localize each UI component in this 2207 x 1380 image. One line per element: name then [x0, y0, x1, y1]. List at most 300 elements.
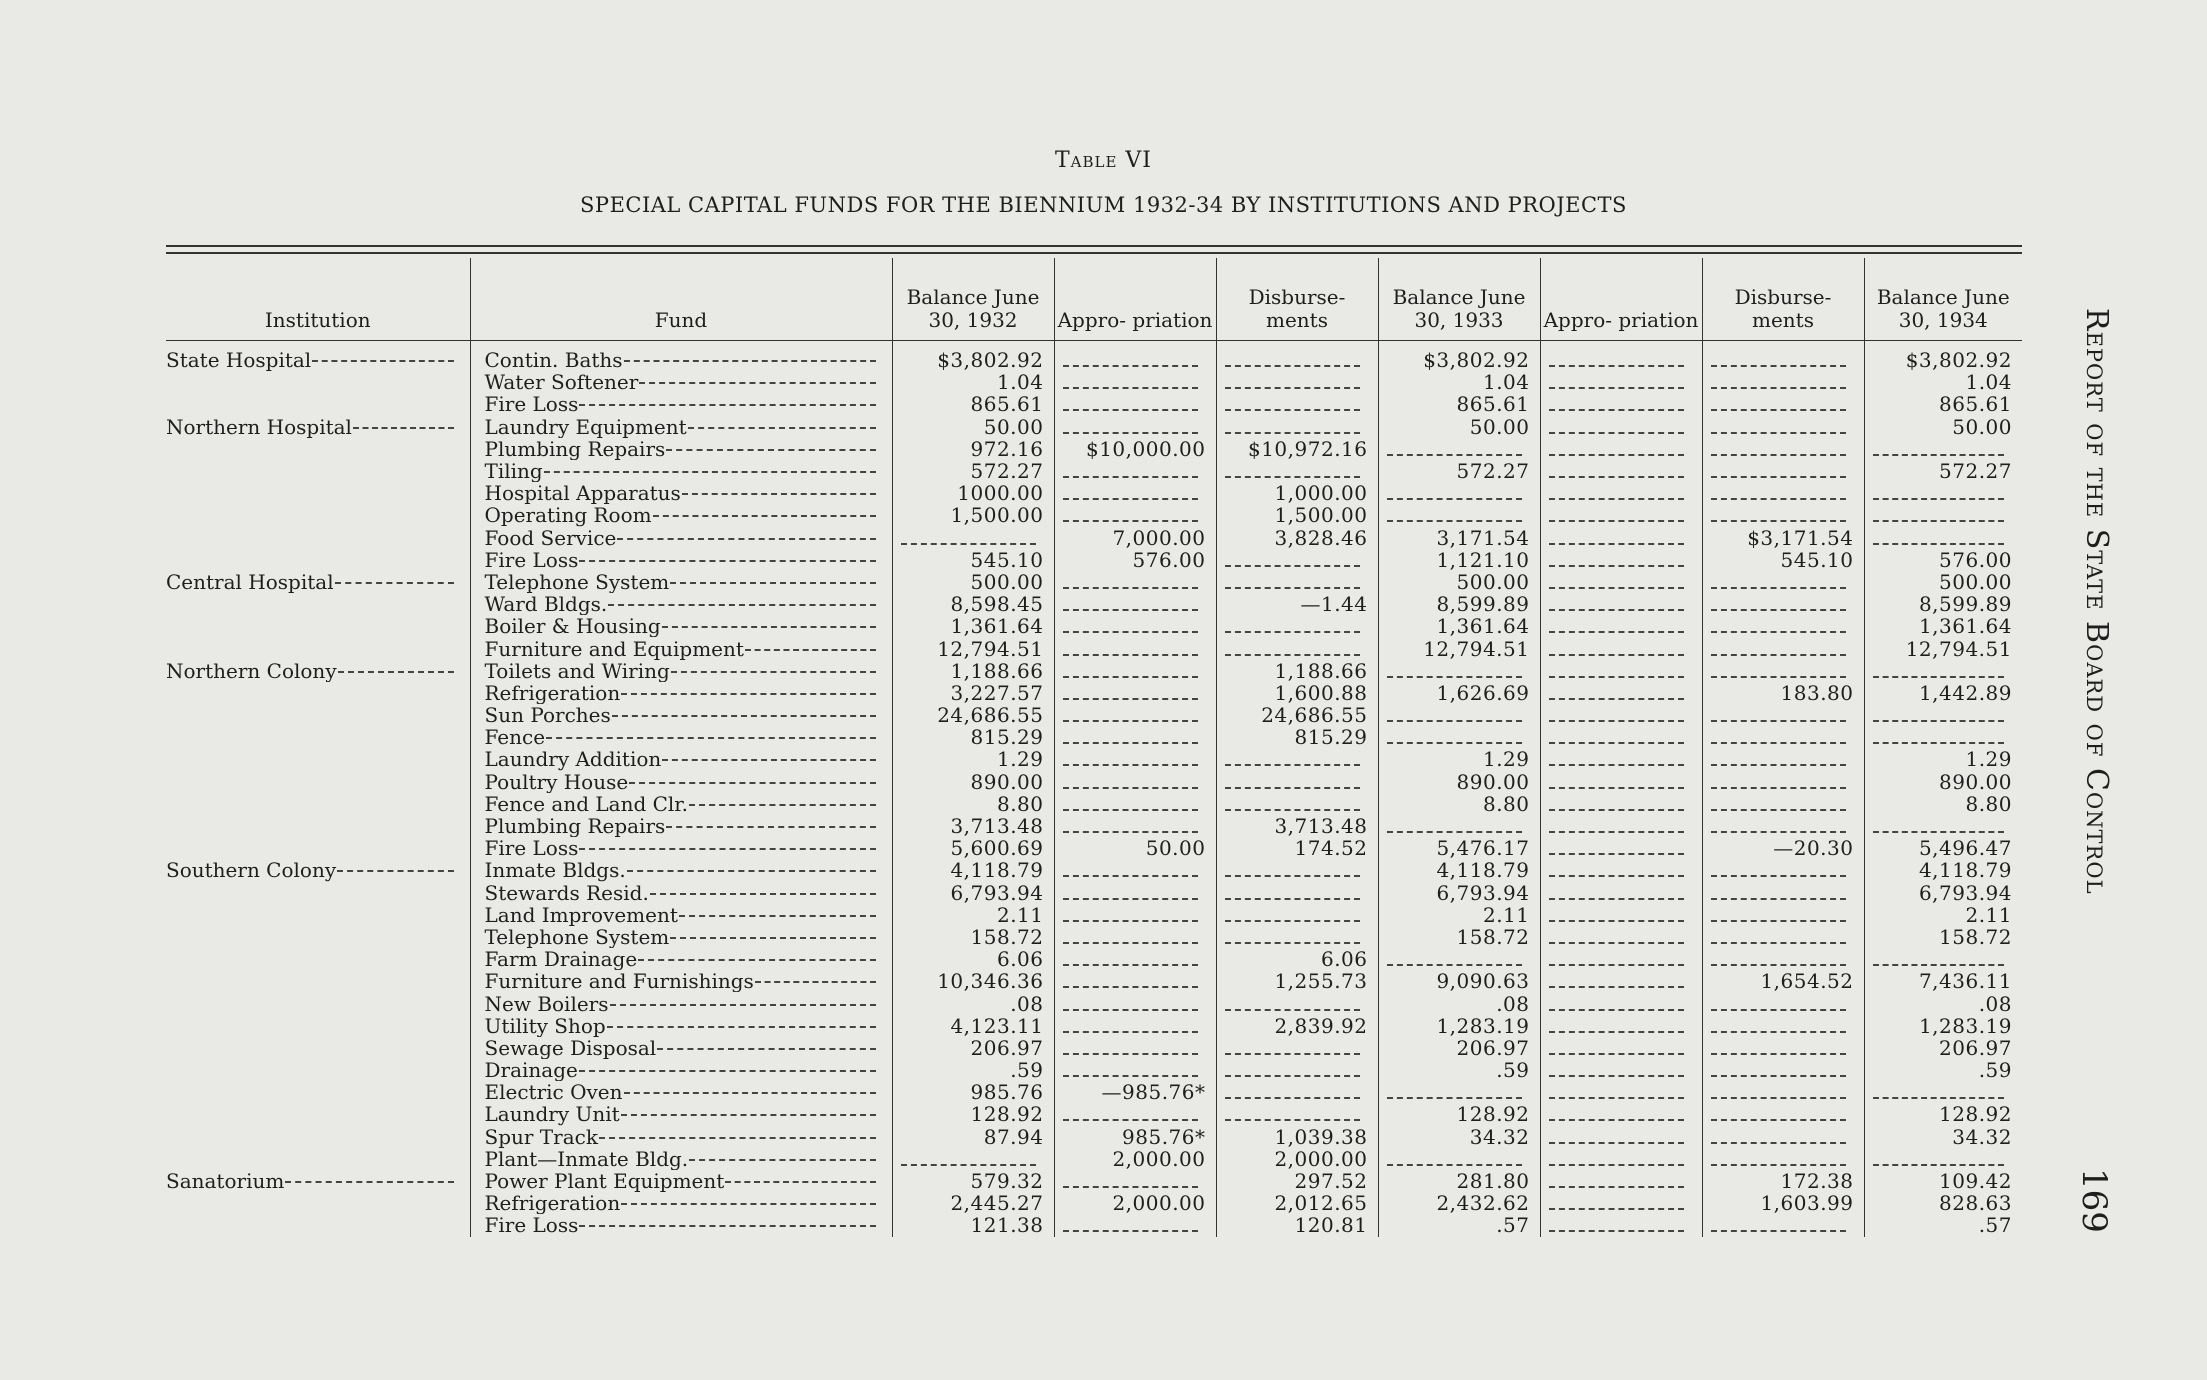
amount-cell: 24,686.55	[892, 704, 1054, 726]
amount-cell	[1864, 660, 2022, 682]
header-row	[166, 258, 2022, 341]
table-row	[166, 416, 2022, 438]
capital-funds-table	[166, 258, 2022, 1237]
amount-cell: 4,118.79	[1378, 859, 1540, 881]
leader-dots	[624, 360, 876, 362]
blank-leader	[1711, 597, 1846, 611]
fund-name: Laundry Unit	[484, 1103, 620, 1126]
institution-cell	[166, 970, 470, 992]
leader-dots	[650, 893, 876, 895]
amount-cell	[1540, 837, 1702, 859]
amount-cell	[1054, 748, 1216, 770]
amount-cell: 572.27	[1864, 460, 2022, 482]
amount-cell	[1216, 341, 1378, 372]
leader-dots	[607, 1026, 876, 1028]
amount-cell: 1,361.64	[1864, 615, 2022, 637]
amount-cell: 183.80	[1702, 682, 1864, 704]
amount-cell: 5,600.69	[892, 837, 1054, 859]
blank-leader	[1711, 1063, 1846, 1077]
amount-cell	[1540, 571, 1702, 593]
institution-name: Central Hospital	[166, 570, 334, 594]
amount-cell: —985.76*	[1054, 1081, 1216, 1103]
fund-cell	[470, 527, 892, 549]
blank-leader	[1549, 353, 1684, 367]
amount-cell	[1054, 571, 1216, 593]
fund-cell	[470, 793, 892, 815]
leader-dots	[689, 804, 875, 806]
amount-cell: 8.80	[892, 793, 1054, 815]
amount-cell: 8,598.45	[892, 593, 1054, 615]
amount-cell: 3,227.57	[892, 682, 1054, 704]
amount-cell: 50.00	[892, 416, 1054, 438]
amount-cell	[1702, 859, 1864, 881]
amount-cell: 7,436.11	[1864, 970, 2022, 992]
blank-leader	[1549, 1196, 1684, 1210]
amount-cell: 500.00	[1864, 571, 2022, 593]
table-row	[166, 682, 2022, 704]
amount-cell	[1540, 593, 1702, 615]
amount-cell	[1702, 393, 1864, 415]
column-header: Fund	[470, 258, 892, 341]
amount-cell: 1,361.64	[1378, 615, 1540, 637]
blank-leader	[1549, 997, 1684, 1011]
blank-leader	[1387, 1152, 1522, 1166]
amount-cell	[1540, 482, 1702, 504]
leader-dots	[608, 604, 875, 606]
leader-dots	[657, 1048, 875, 1050]
amount-cell: 174.52	[1216, 837, 1378, 859]
amount-cell	[1054, 859, 1216, 881]
amount-cell	[1864, 704, 2022, 726]
leader-dots	[679, 915, 876, 917]
blank-leader	[1711, 1019, 1846, 1033]
amount-cell	[1216, 393, 1378, 415]
leader-dots	[579, 1225, 875, 1227]
amount-cell	[1702, 637, 1864, 659]
amount-cell	[1054, 992, 1216, 1014]
table-row	[166, 748, 2022, 770]
blank-leader	[1549, 1019, 1684, 1033]
institution-cell	[166, 393, 470, 415]
amount-cell	[1540, 771, 1702, 793]
blank-leader	[1711, 486, 1846, 500]
amount-cell	[1540, 660, 1702, 682]
amount-cell: 2,000.00	[1054, 1192, 1216, 1214]
amount-cell: 576.00	[1864, 549, 2022, 571]
amount-cell	[1540, 726, 1702, 748]
amount-cell	[1054, 682, 1216, 704]
institution-cell	[166, 793, 470, 815]
amount-cell	[1540, 1170, 1702, 1192]
amount-cell: 50.00	[1864, 416, 2022, 438]
leader-dots	[670, 937, 875, 939]
amount-cell	[1540, 615, 1702, 637]
amount-cell	[1216, 904, 1378, 926]
fund-cell	[470, 1214, 892, 1236]
amount-cell: 5,476.17	[1378, 837, 1540, 859]
blank-leader	[1225, 908, 1360, 922]
blank-leader	[1387, 442, 1522, 456]
institution-cell	[166, 904, 470, 926]
amount-cell	[1378, 660, 1540, 682]
amount-cell: 120.81	[1216, 1214, 1378, 1236]
blank-leader	[1063, 997, 1198, 1011]
institution-cell	[166, 1148, 470, 1170]
amount-cell	[1702, 571, 1864, 593]
amount-cell	[1540, 504, 1702, 526]
fund-cell	[470, 726, 892, 748]
leader-dots	[666, 449, 875, 451]
amount-cell	[1540, 859, 1702, 881]
blank-leader	[1711, 464, 1846, 478]
blank-leader	[1387, 486, 1522, 500]
fund-cell	[470, 615, 892, 637]
fund-name: Furniture and Equipment	[484, 637, 744, 660]
amount-cell: 2.11	[892, 904, 1054, 926]
amount-cell	[1054, 1037, 1216, 1059]
institution-cell	[166, 926, 470, 948]
amount-cell	[1864, 482, 2022, 504]
blank-leader	[1711, 508, 1846, 522]
fund-cell	[470, 882, 892, 904]
blank-leader	[1387, 1085, 1522, 1099]
blank-leader	[1873, 1085, 2005, 1099]
blank-leader	[1063, 797, 1198, 811]
blank-leader	[1549, 797, 1684, 811]
amount-cell: 128.92	[1864, 1103, 2022, 1125]
amount-cell: 572.27	[892, 460, 1054, 482]
amount-cell: 9,090.63	[1378, 970, 1540, 992]
amount-cell: .57	[1378, 1214, 1540, 1236]
blank-leader	[901, 531, 1036, 545]
amount-cell	[1378, 438, 1540, 460]
fund-cell	[470, 682, 892, 704]
blank-leader	[1873, 1152, 2005, 1166]
amount-cell: 890.00	[1864, 771, 2022, 793]
fund-name: Drainage	[484, 1059, 578, 1082]
blank-leader	[1549, 1041, 1684, 1055]
amount-cell: 1.04	[892, 371, 1054, 393]
amount-cell	[1702, 660, 1864, 682]
column-header: Balance June 30, 1933	[1378, 258, 1540, 341]
amount-cell	[892, 527, 1054, 549]
leader-dots	[653, 515, 876, 517]
blank-leader	[1549, 531, 1684, 545]
column-header: Appro- priation	[1540, 258, 1702, 341]
blank-leader	[1225, 1085, 1360, 1099]
institution-cell	[166, 992, 470, 1014]
amount-cell: —1.44	[1216, 593, 1378, 615]
fund-name: Plumbing Repairs	[484, 437, 666, 460]
blank-leader	[1225, 863, 1360, 877]
amount-cell: 1,600.88	[1216, 682, 1378, 704]
amount-cell: 1,188.66	[892, 660, 1054, 682]
leader-dots	[353, 427, 454, 429]
institution-cell	[166, 460, 470, 482]
table-row	[166, 859, 2022, 881]
fund-cell	[470, 438, 892, 460]
fund-cell	[470, 1037, 892, 1059]
institution-cell	[166, 771, 470, 793]
amount-cell	[1540, 948, 1702, 970]
amount-cell: 1.29	[1864, 748, 2022, 770]
blank-leader	[1063, 575, 1198, 589]
amount-cell	[1540, 704, 1702, 726]
blank-leader	[1549, 1130, 1684, 1144]
amount-cell	[1540, 438, 1702, 460]
fund-cell	[470, 1148, 892, 1170]
blank-leader	[1225, 1041, 1360, 1055]
blank-leader	[1549, 464, 1684, 478]
table-row	[166, 1059, 2022, 1081]
blank-leader	[1549, 1174, 1684, 1188]
amount-cell	[1702, 704, 1864, 726]
fund-name: New Boilers	[484, 992, 609, 1015]
blank-leader	[1711, 797, 1846, 811]
blank-leader	[1063, 597, 1198, 611]
amount-cell	[1702, 615, 1864, 637]
fund-name: Sun Porches	[484, 704, 611, 727]
amount-cell: .57	[1864, 1214, 2022, 1236]
amount-cell	[1702, 992, 1864, 1014]
amount-cell: 1,500.00	[1216, 504, 1378, 526]
table-row	[166, 882, 2022, 904]
blank-leader	[1225, 775, 1360, 789]
fund-name: Fire Loss	[484, 837, 579, 860]
fund-cell	[470, 926, 892, 948]
amount-cell: 7,000.00	[1054, 527, 1216, 549]
blank-leader	[1063, 886, 1198, 900]
fund-cell	[470, 992, 892, 1014]
table-row	[166, 1103, 2022, 1125]
blank-leader	[1711, 1085, 1846, 1099]
amount-cell: 4,123.11	[892, 1015, 1054, 1037]
blank-leader	[1387, 708, 1522, 722]
amount-cell: 281.80	[1378, 1170, 1540, 1192]
amount-cell: 1,000.00	[1216, 482, 1378, 504]
fund-name: Hospital Apparatus	[484, 482, 681, 505]
amount-cell	[1702, 341, 1864, 372]
fund-name: Refrigeration	[484, 1192, 621, 1215]
blank-leader	[1711, 575, 1846, 589]
amount-cell	[1054, 393, 1216, 415]
amount-cell: 865.61	[1378, 393, 1540, 415]
blank-leader	[1225, 752, 1360, 766]
fund-name: Stewards Resid.	[484, 881, 649, 904]
amount-cell: 12,794.51	[892, 637, 1054, 659]
leader-dots	[599, 1137, 876, 1139]
fund-name: Poultry House	[484, 770, 629, 793]
table-row	[166, 371, 2022, 393]
fund-name: Farm Drainage	[484, 948, 638, 971]
blank-leader	[1387, 508, 1522, 522]
leader-dots	[627, 870, 876, 872]
fund-cell	[470, 1103, 892, 1125]
amount-cell: .59	[1864, 1059, 2022, 1081]
amount-cell	[1540, 1015, 1702, 1037]
institution-cell	[166, 1037, 470, 1059]
amount-cell: 10,346.36	[892, 970, 1054, 992]
amount-cell: 1,442.89	[1864, 682, 2022, 704]
leader-dots	[621, 1114, 876, 1116]
blank-leader	[1711, 1130, 1846, 1144]
side-header-text: Report of the State Board of Control	[2079, 308, 2114, 895]
amount-cell: 545.10	[892, 549, 1054, 571]
blank-leader	[1549, 1063, 1684, 1077]
institution-name: Northern Hospital	[166, 415, 352, 438]
blank-leader	[1063, 508, 1198, 522]
blank-leader	[1711, 420, 1846, 434]
blank-leader	[1225, 642, 1360, 656]
fund-cell	[470, 904, 892, 926]
leader-dots	[579, 404, 875, 406]
amount-cell: 109.42	[1864, 1170, 2022, 1192]
amount-cell	[1054, 1170, 1216, 1192]
column-header: Institution	[166, 258, 470, 341]
blank-leader	[1711, 730, 1846, 744]
institution-cell	[166, 882, 470, 904]
institution-name: Southern Colony	[166, 859, 337, 882]
institution-name: State Hospital	[166, 348, 312, 372]
institution-name: Northern Colony	[166, 659, 337, 682]
amount-cell	[1864, 438, 2022, 460]
blank-leader	[1549, 508, 1684, 522]
amount-cell: 545.10	[1702, 549, 1864, 571]
table-row	[166, 948, 2022, 970]
institution-cell	[166, 748, 470, 770]
amount-cell	[1864, 527, 2022, 549]
amount-cell	[1054, 904, 1216, 926]
amount-cell	[1054, 882, 1216, 904]
leader-dots	[337, 870, 453, 872]
amount-cell: 2,012.65	[1216, 1192, 1378, 1214]
amount-cell	[1702, 438, 1864, 460]
amount-cell	[1702, 748, 1864, 770]
leader-dots	[662, 626, 876, 628]
amount-cell	[1864, 1081, 2022, 1103]
amount-cell: .08	[1864, 992, 2022, 1014]
amount-cell: 1.29	[892, 748, 1054, 770]
amount-cell	[1054, 482, 1216, 504]
blank-leader	[1063, 908, 1198, 922]
blank-leader	[1549, 841, 1684, 855]
blank-leader	[1225, 1063, 1360, 1077]
blank-leader	[1063, 486, 1198, 500]
institution-cell	[166, 1015, 470, 1037]
amount-cell: .08	[892, 992, 1054, 1014]
blank-leader	[1873, 508, 2005, 522]
column-header: Disburse- ments	[1216, 258, 1378, 341]
blank-leader	[1063, 730, 1198, 744]
institution-cell	[166, 1081, 470, 1103]
table-row	[166, 904, 2022, 926]
blank-leader	[1549, 1218, 1684, 1232]
blank-leader	[1711, 708, 1846, 722]
amount-cell: 972.16	[892, 438, 1054, 460]
institution-cell	[166, 1103, 470, 1125]
amount-cell	[1540, 793, 1702, 815]
amount-cell: 24,686.55	[1216, 704, 1378, 726]
fund-cell	[470, 1081, 892, 1103]
amount-cell	[1540, 1059, 1702, 1081]
blank-leader	[1387, 952, 1522, 966]
amount-cell: 128.92	[892, 1103, 1054, 1125]
fund-name: Boiler & Housing	[484, 615, 661, 638]
fund-name: Telephone System	[484, 925, 670, 949]
leader-dots	[629, 782, 875, 784]
amount-cell	[1702, 1037, 1864, 1059]
blank-leader	[1063, 1041, 1198, 1055]
blank-leader	[1063, 353, 1198, 367]
fund-name: Land Improvement	[484, 903, 678, 926]
table-row	[166, 615, 2022, 637]
fund-name: Electric Oven	[484, 1081, 623, 1104]
amount-cell	[1864, 726, 2022, 748]
amount-cell: 8,599.89	[1864, 593, 2022, 615]
institution-cell	[166, 660, 470, 682]
blank-leader	[1225, 997, 1360, 1011]
amount-cell: 828.63	[1864, 1192, 2022, 1214]
institution-cell	[166, 637, 470, 659]
fund-name: Contin. Baths	[484, 348, 623, 372]
table-row	[166, 771, 2022, 793]
table-row	[166, 970, 2022, 992]
blank-leader	[1549, 642, 1684, 656]
blank-leader	[1711, 997, 1846, 1011]
fund-name: Operating Room	[484, 504, 652, 527]
column-header: Disburse- ments	[1702, 258, 1864, 341]
blank-leader	[1711, 642, 1846, 656]
amount-cell	[1216, 771, 1378, 793]
running-header	[2062, 308, 2122, 1308]
blank-leader	[1387, 664, 1522, 678]
amount-cell	[892, 1148, 1054, 1170]
amount-cell: 1000.00	[892, 482, 1054, 504]
fund-name: Power Plant Equipment	[484, 1169, 725, 1193]
fund-cell	[470, 660, 892, 682]
amount-cell: —20.30	[1702, 837, 1864, 859]
amount-cell	[1378, 948, 1540, 970]
blank-leader	[1225, 797, 1360, 811]
blank-leader	[1063, 930, 1198, 944]
amount-cell	[1702, 593, 1864, 615]
leader-dots	[688, 427, 876, 429]
blank-leader	[1549, 397, 1684, 411]
blank-leader	[1063, 420, 1198, 434]
blank-leader	[1063, 708, 1198, 722]
fund-cell	[470, 771, 892, 793]
institution-cell	[166, 1170, 470, 1192]
amount-cell	[1054, 504, 1216, 526]
institution-cell	[166, 482, 470, 504]
blank-leader	[1549, 974, 1684, 988]
amount-cell: 3,171.54	[1378, 527, 1540, 549]
amount-cell: 4,118.79	[1864, 859, 2022, 881]
blank-leader	[1063, 775, 1198, 789]
amount-cell	[1054, 637, 1216, 659]
amount-cell: 8.80	[1378, 793, 1540, 815]
amount-cell	[1540, 815, 1702, 837]
institution-cell	[166, 704, 470, 726]
amount-cell	[1864, 948, 2022, 970]
blank-leader	[1711, 442, 1846, 456]
amount-cell: .59	[1378, 1059, 1540, 1081]
table-row	[166, 341, 2022, 372]
blank-leader	[1549, 1085, 1684, 1099]
blank-leader	[1225, 464, 1360, 478]
table-row	[166, 593, 2022, 615]
leader-dots	[610, 1004, 876, 1006]
